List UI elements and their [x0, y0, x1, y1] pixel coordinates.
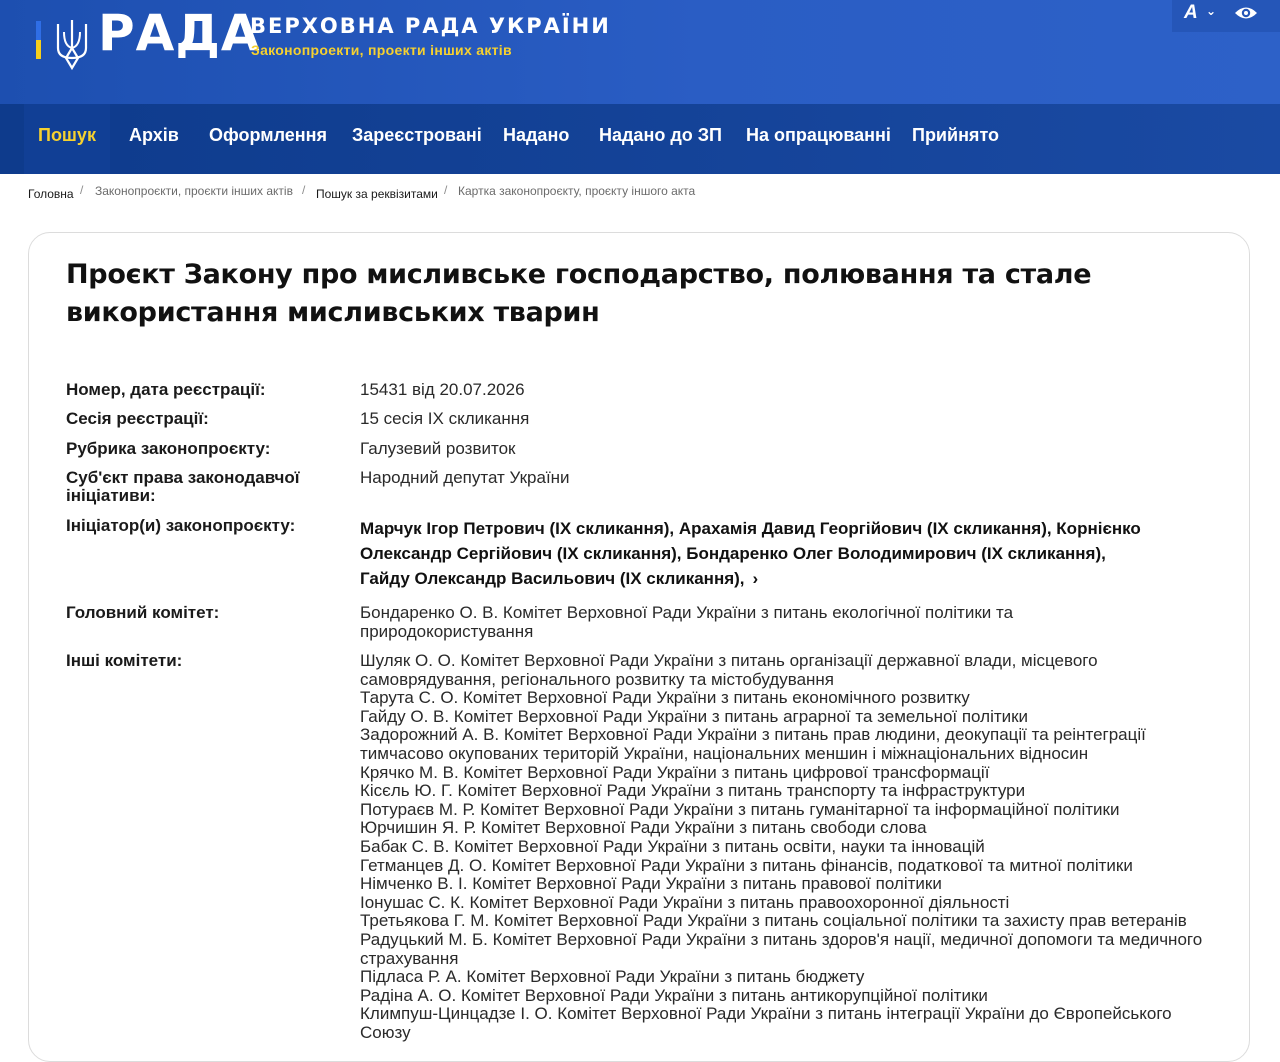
- committee-item: Іонушас С. К. Комітет Верховної Ради України з питань правоохоронної діяльності: [360, 892, 1010, 912]
- committee-item: Гайду О. В. Комітет Верховної Ради України з питань аграрної та земельної політики: [360, 706, 1029, 726]
- breadcrumb-home[interactable]: Головна: [28, 187, 74, 201]
- field-label-session: Сесія реєстрації:: [66, 409, 209, 428]
- committee-item: Німченко В. І. Комітет Верховної Ради України з питань правової політики: [360, 874, 942, 894]
- breadcrumb-separator: /: [302, 183, 306, 197]
- committee-item: Климпуш-Цинцадзе І. О. Комітет Верховної Ради України з питань інтеграції України до Європейського Союзу: [360, 1004, 1172, 1042]
- committee-item: Тарута С. О. Комітет Верховної Ради України з питань економічного розвитку: [360, 688, 970, 708]
- committee-item: Юрчишин Я. Р. Комітет Верховної Ради України з питань свободи слова: [360, 818, 927, 838]
- field-label-registration: Номер, дата реєстрації:: [66, 380, 266, 399]
- font-size-button[interactable]: [1184, 2, 1224, 26]
- nav-item-submitted-zp[interactable]: Надано до ЗП: [599, 125, 722, 145]
- page-title: Проєкт Закону про мисливське господарство, полювання та стале використання мисливських тварин: [66, 259, 1092, 328]
- committee-item: Радіна А. О. Комітет Верховної Ради України з питань антикорупційної політики: [360, 985, 988, 1005]
- field-label-initiators: Ініціатор(и) законопроєкту:: [66, 516, 296, 535]
- field-value-registration: 15431 від 20.07.2026: [360, 380, 525, 399]
- nav-item-archive[interactable]: Архів: [129, 125, 179, 145]
- site-title[interactable]: ВЕРХОВНА РАДА УКРАЇНИ: [250, 14, 611, 38]
- trident-icon[interactable]: [54, 18, 90, 70]
- main-nav: [0, 104, 1280, 174]
- breadcrumb-card: Картка законопроєкту, проєкту іншого акта: [458, 184, 696, 198]
- breadcrumb-search[interactable]: Пошук за реквізитами: [316, 187, 438, 201]
- chevron-down-icon: ⌄: [1206, 4, 1217, 18]
- field-value-session: 15 сесія IX скликання: [360, 409, 530, 428]
- logo-wordmark[interactable]: РАДА: [98, 4, 261, 62]
- nav-item-registered[interactable]: Зареєстровані: [352, 125, 482, 145]
- field-label-main-committee: Головний комітет:: [66, 603, 220, 622]
- committee-item: Гетманцев Д. О. Комітет Верховної Ради України з питань фінансів, податкової та митної політики: [360, 855, 1133, 875]
- field-label-other-committees: Інші комітети:: [66, 651, 183, 670]
- field-value-subject: Народний депутат України: [360, 468, 570, 487]
- field-value-main-committee: Бондаренко О. В. Комітет Верховної Ради України з питань екологічної політики та природокористування: [360, 603, 1014, 641]
- breadcrumb-bills[interactable]: Законопроєкти, проєкти інших актів: [95, 184, 293, 198]
- initiators-list[interactable]: Марчук Ігор Петрович (IX скликання), Арахамія Давид Георгійович (IX скликання), Корнієнко Олександр Сергійович (IX скликання), Бондаренко Олег Володимирович (IX скликання), Гайду Олександр Васильович (IX скликання),: [360, 519, 1141, 588]
- field-value-initiators[interactable]: [360, 516, 1160, 591]
- committee-item: Крячко М. В. Комітет Верховної Ради України з питань цифрової трансформації: [360, 762, 990, 782]
- nav-item-drafting[interactable]: Оформлення: [209, 125, 328, 145]
- nav-item-search[interactable]: Пошук: [38, 125, 96, 145]
- committee-item: Шуляк О. О. Комітет Верховної Ради України з питань організації державної влади, місцевого самоврядування, регіонального розвитку та містобудування: [360, 651, 1098, 689]
- committee-item: Підласа Р. А. Комітет Верховної Ради України з питань бюджету: [360, 967, 865, 987]
- field-value-other-committees: [360, 652, 1210, 1042]
- field-label-rubric: Рубрика законопроєкту:: [66, 439, 271, 458]
- breadcrumb-separator: /: [444, 183, 448, 197]
- committee-item: Задорожний А. В. Комітет Верховної Ради України з питань прав людини, деокупації та реінтеграції тимчасово окупованих територій України, національних меншин і міжнаціональних відносин: [360, 725, 1146, 763]
- breadcrumb-separator: /: [80, 183, 84, 197]
- nav-item-adopted[interactable]: Прийнято: [912, 125, 1000, 145]
- accessibility-tools: [1172, 0, 1280, 32]
- site-header: [0, 0, 1280, 104]
- flag-icon: [36, 21, 41, 59]
- field-value-rubric: Галузевий розвиток: [360, 439, 516, 458]
- committee-item: Кісєль Ю. Г. Комітет Верховної Ради України з питань транспорту та інфраструктури: [360, 781, 1026, 801]
- field-label-subject: Суб'єкт права законодавчої ініціативи:: [66, 468, 300, 505]
- nav-item-in-progress[interactable]: На опрацюванні: [746, 125, 891, 145]
- site-subtitle: Законопроекти, проекти інших актів: [251, 42, 512, 58]
- committee-item: Радуцький М. Б. Комітет Верховної Ради України з питань здоров'я нації, медичної допомоги та медичного страхування: [360, 929, 1203, 968]
- committee-item: Третьякова Г. М. Комітет Верховної Ради України з питань соціальної політики та захисту прав ветеранів: [360, 911, 1187, 931]
- font-size-label: A: [1184, 2, 1198, 23]
- chevron-right-icon[interactable]: ›: [752, 569, 759, 588]
- nav-item-submitted[interactable]: Надано: [503, 125, 570, 145]
- committee-item: Потураєв М. Р. Комітет Верховної Ради України з питань гуманітарної та інформаційної політики: [360, 799, 1120, 819]
- eye-icon[interactable]: [1234, 3, 1258, 23]
- committee-item: Бабак С. В. Комітет Верховної Ради України з питань освіти, науки та інновацій: [360, 836, 985, 856]
